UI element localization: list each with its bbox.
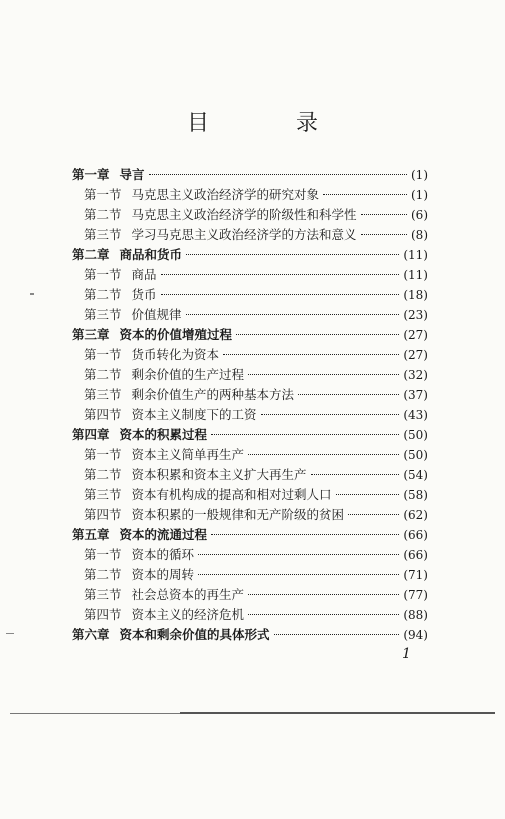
entry-number: 第四节 <box>84 407 122 422</box>
dot-leader <box>223 354 399 355</box>
toc-section-entry <box>72 585 428 605</box>
toc-section-entry <box>72 265 428 285</box>
toc-section-entry <box>72 605 428 625</box>
entry-page-number: (88) <box>403 608 428 622</box>
entry-title: 货币转化为资本 <box>131 347 220 362</box>
entry-title: 资本有机构成的提高和相对过剩人口 <box>131 487 332 502</box>
entry-page-number: (66) <box>403 548 428 562</box>
toc-section-entry <box>72 465 428 485</box>
dot-leader <box>211 434 399 435</box>
dot-leader <box>211 534 399 535</box>
entry-page-number: (77) <box>403 588 428 602</box>
scan-mark <box>30 293 34 295</box>
dot-leader <box>161 294 400 295</box>
toc-section-entry <box>72 345 428 365</box>
entry-title: 资本主义简单再生产 <box>131 447 245 462</box>
entry-number: 第二节 <box>84 367 122 382</box>
entry-page-number: (18) <box>403 288 428 302</box>
dot-leader <box>348 514 399 515</box>
entry-page-number: (32) <box>403 368 428 382</box>
entry-page-number: (11) <box>403 248 428 262</box>
entry-page-number: (43) <box>403 408 428 422</box>
dot-leader <box>361 214 407 215</box>
entry-title: 资本的循环 <box>131 547 195 562</box>
toc-section-entry <box>72 385 428 405</box>
entry-page-number: (94) <box>403 628 428 642</box>
entry-number: 第三节 <box>84 307 122 322</box>
toc-section-entry <box>72 545 428 565</box>
entry-page-number: (50) <box>403 448 428 462</box>
entry-number: 第四节 <box>84 607 122 622</box>
entry-title: 资本的流通过程 <box>119 527 208 542</box>
entry-title: 货币 <box>131 287 157 302</box>
entry-title: 资本主义制度下的工资 <box>131 407 257 422</box>
entry-title: 学习马克思主义政治经济学的方法和意义 <box>131 227 357 242</box>
dot-leader <box>198 554 399 555</box>
entry-number: 第三节 <box>84 587 122 602</box>
entry-title: 剩余价值的生产过程 <box>131 367 245 382</box>
entry-page-number: (27) <box>403 348 428 362</box>
toc-section-entry <box>72 285 428 305</box>
entry-title: 社会总资本的再生产 <box>131 587 245 602</box>
dot-leader <box>161 274 400 275</box>
entry-number: 第一节 <box>84 267 122 282</box>
entry-number: 第三节 <box>84 227 122 242</box>
dot-leader <box>248 614 399 615</box>
entry-number: 第二节 <box>84 567 122 582</box>
entry-number: 第三章 <box>72 327 110 342</box>
dot-leader <box>186 314 400 315</box>
entry-number: 第一节 <box>84 347 122 362</box>
entry-title: 商品和货币 <box>119 247 183 262</box>
bottom-rule-left <box>10 713 180 714</box>
entry-page-number: (54) <box>403 468 428 482</box>
entry-number: 第二节 <box>84 207 122 222</box>
entry-title: 资本的价值增殖过程 <box>119 327 233 342</box>
dot-leader <box>149 174 407 175</box>
entry-number: 第三节 <box>84 487 122 502</box>
dot-leader <box>248 454 399 455</box>
entry-number: 第四节 <box>84 507 122 522</box>
entry-page-number: (6) <box>411 208 428 222</box>
toc-chapter-entry <box>72 525 428 545</box>
entry-number: 第二节 <box>84 467 122 482</box>
dot-leader <box>274 634 400 635</box>
dot-leader <box>198 574 399 575</box>
entry-title: 导言 <box>119 167 145 182</box>
entry-page-number: (8) <box>411 228 428 242</box>
dot-leader <box>248 374 399 375</box>
toc-section-entry <box>72 565 428 585</box>
entry-page-number: (11) <box>403 268 428 282</box>
toc-chapter-entry <box>72 625 428 645</box>
toc-section-entry <box>72 445 428 465</box>
dot-leader <box>336 494 400 495</box>
dot-leader <box>186 254 399 255</box>
toc-chapter-entry <box>72 325 428 345</box>
toc-section-entry <box>72 305 428 325</box>
entry-page-number: (62) <box>403 508 428 522</box>
toc-section-entry <box>72 405 428 425</box>
entry-page-number: (58) <box>403 488 428 502</box>
entry-page-number: (71) <box>403 568 428 582</box>
bottom-rule <box>180 712 495 714</box>
toc-section-entry <box>72 185 428 205</box>
toc-chapter-entry <box>72 425 428 445</box>
toc-section-entry <box>72 205 428 225</box>
entry-title: 价值规律 <box>131 307 182 322</box>
entry-title: 资本的周转 <box>131 567 195 582</box>
entry-number: 第二章 <box>72 247 110 262</box>
entry-number: 第一节 <box>84 187 122 202</box>
dot-leader <box>361 234 407 235</box>
entry-number: 第五章 <box>72 527 110 542</box>
entry-title: 资本的积累过程 <box>119 427 208 442</box>
entry-number: 第二节 <box>84 287 122 302</box>
toc-section-entry <box>72 485 428 505</box>
page-title: 目 录 <box>187 111 358 136</box>
entry-title: 剩余价值生产的两种基本方法 <box>131 387 295 402</box>
entry-page-number: (1) <box>411 168 428 182</box>
entry-page-number: (37) <box>403 388 428 402</box>
toc-chapter-entry <box>72 165 428 185</box>
dot-leader <box>323 194 407 195</box>
toc-section-entry <box>72 505 428 525</box>
toc-chapter-entry <box>72 245 428 265</box>
dot-leader <box>261 414 400 415</box>
table-of-contents <box>72 165 428 645</box>
entry-number: 第六章 <box>72 627 110 642</box>
entry-page-number: (66) <box>403 528 428 542</box>
entry-number: 第一章 <box>72 167 110 182</box>
entry-number: 第一节 <box>84 447 122 462</box>
scan-mark <box>6 633 14 634</box>
entry-number: 第一节 <box>84 547 122 562</box>
entry-number: 第三节 <box>84 387 122 402</box>
entry-page-number: (1) <box>411 188 428 202</box>
entry-title: 资本积累的一般规律和无产阶级的贫困 <box>131 507 345 522</box>
page-number: 1 <box>402 646 411 662</box>
entry-page-number: (23) <box>403 308 428 322</box>
entry-title: 商品 <box>131 267 157 282</box>
dot-leader <box>248 594 399 595</box>
entry-title: 马克思主义政治经济学的研究对象 <box>131 187 320 202</box>
entry-number: 第四章 <box>72 427 110 442</box>
entry-title: 资本主义的经济危机 <box>131 607 245 622</box>
entry-page-number: (50) <box>403 428 428 442</box>
toc-section-entry <box>72 225 428 245</box>
entry-title: 资本和剩余价值的具体形式 <box>119 627 270 642</box>
dot-leader <box>236 334 399 335</box>
dot-leader <box>311 474 400 475</box>
toc-section-entry <box>72 365 428 385</box>
entry-title: 马克思主义政治经济学的阶级性和科学性 <box>131 207 357 222</box>
dot-leader <box>298 394 399 395</box>
entry-page-number: (27) <box>403 328 428 342</box>
entry-title: 资本积累和资本主义扩大再生产 <box>131 467 307 482</box>
